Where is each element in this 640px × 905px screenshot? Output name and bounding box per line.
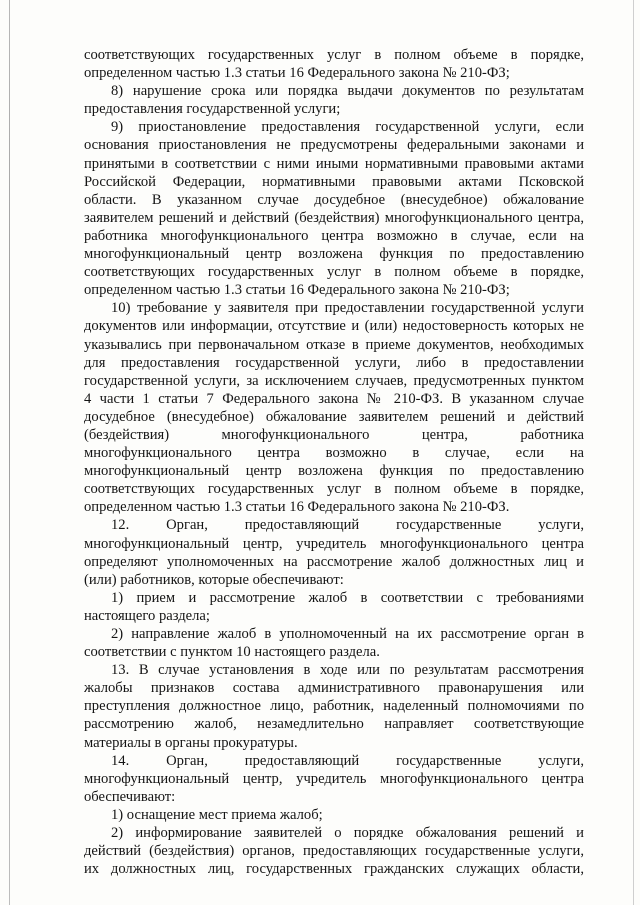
text-line: области. В указанном случае досудебное (внесудебное) обжалование [84, 191, 584, 208]
text-line: 1) оснащение мест приема жалоб; [111, 806, 323, 823]
scan-edge-left [9, 0, 10, 905]
scan-edge-right [633, 0, 634, 905]
text-line: 2) информирование заявителей о порядке обжалования решений и [111, 825, 584, 842]
text-line: определенном частью 1.3 статьи 16 Федерального закона № 210-ФЗ; [84, 282, 510, 299]
text-line: соответствующих государственных услуг в полном объеме в порядке, [84, 47, 584, 63]
text-line: жалобы признаков состава административного правонарушения или [84, 680, 584, 697]
text-line: предоставления государственной услуги; [84, 101, 341, 118]
text-line: соответствии с пунктом 10 настоящего раздела. [84, 644, 380, 661]
text-line: настоящего раздела; [84, 607, 210, 624]
text-line: действий (бездействия) органов, предоставляющих государственные услуги, [84, 843, 584, 860]
text-line: соответствующих государственных услуг в полном объеме в порядке, [84, 264, 584, 281]
text-line: 13. В случае установления в ходе или по результатам рассмотрения [111, 662, 584, 679]
text-line: рассмотрению жалоб, незамедлительно направляет соответствующие [84, 716, 584, 733]
text-line: обеспечивают: [84, 788, 176, 805]
text-line: для предоставления государственной услуги, либо в предоставлении [84, 354, 584, 371]
text-line: (бездействия) многофункционального центра, работника [84, 426, 584, 443]
text-line: (или) работников, которые обеспечивают: [84, 571, 344, 588]
text-line: преступления должностное лицо, работник, наделенный полномочиями по [84, 698, 584, 715]
text-line: многофункционального центра возможно в случае, если на [84, 445, 584, 462]
text-line: определенном частью 1.3 статьи 16 Федерального закона № 210-ФЗ; [84, 65, 510, 82]
text-line: работника многофункционального центра возможно в случае, если на [84, 227, 584, 244]
text-line: многофункциональный центр возложена функция по предоставлению [84, 463, 584, 480]
text-line: 9) приостановление предоставления государственной услуги, если [111, 119, 584, 136]
text-line: 14. Орган, предоставляющий государственные услуги, [111, 752, 584, 769]
text-line: документов или информации, отсутствие и (или) недостоверность которых не [84, 318, 584, 335]
text-line: материалы в органы прокуратуры. [84, 734, 298, 751]
text-line: многофункциональный центр, учредитель многофункционального центра [84, 770, 584, 787]
text-line: принятыми в соответствии с ними иными нормативными правовыми актами [84, 155, 584, 172]
text-line: определяют уполномоченных на рассмотрение жалоб должностных лиц и [84, 553, 584, 570]
text-line: 12. Орган, предоставляющий государственные услуги, [111, 517, 584, 534]
text-line: 2) направление жалоб в уполномоченный на их рассмотрение орган в [111, 626, 584, 642]
text-line: Российской Федерации, нормативными правовыми актами Псковской [84, 173, 584, 190]
document-body [84, 46, 584, 878]
text-line: заявителем решений и действий (бездействия) многофункционального центра, [84, 209, 584, 226]
text-line: 1) прием и рассмотрение жалоб в соответствии с требованиями [111, 589, 584, 606]
text-line: их должностных лиц, государственных гражданских служащих области, [84, 861, 584, 878]
text-line: указывались при первоначальном отказе в приеме документов, необходимых [84, 336, 584, 353]
text-line: основания приостановления не предусмотрены федеральными законами и [84, 137, 584, 154]
text-line: многофункциональный центр, учредитель многофункционального центра [84, 535, 584, 552]
text-line: 4 части 1 статьи 7 Федерального закона № 210-ФЗ. В указанном случае [84, 390, 584, 407]
text-line: определенном частью 1.3 статьи 16 Федерального закона № 210-ФЗ. [84, 499, 510, 516]
text-line: 8) нарушение срока или порядка выдачи документов по результатам [111, 83, 584, 100]
text-line: 10) требование у заявителя при предоставлении государственной услуги [111, 300, 584, 317]
text-line: досудебное (внесудебное) обжалование заявителем решений и действий [84, 408, 584, 425]
text-line: соответствующих государственных услуг в полном объеме в порядке, [84, 481, 584, 498]
text-line: государственной услуги, за исключением случаев, предусмотренных пунктом [84, 372, 584, 389]
text-line: многофункциональный центр возложена функция по предоставлению [84, 246, 584, 263]
